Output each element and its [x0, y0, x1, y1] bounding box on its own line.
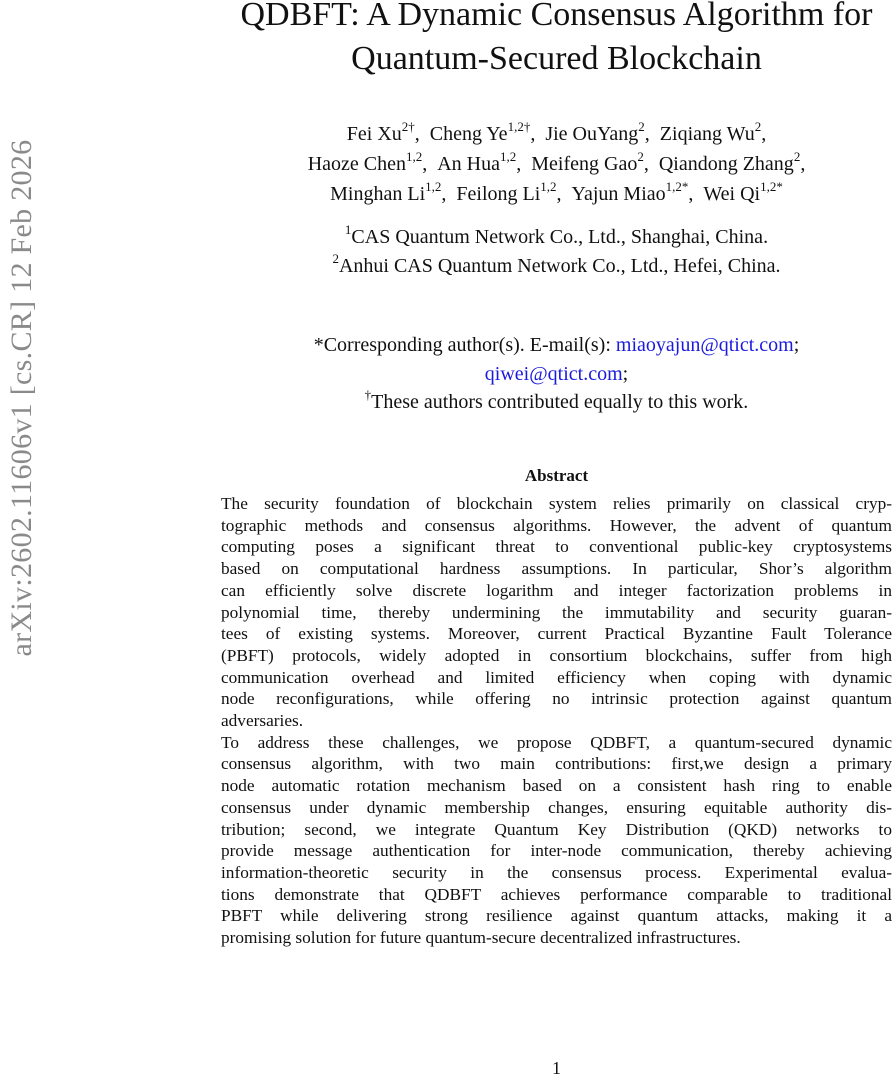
author-affiliation-mark: 2 — [754, 119, 762, 134]
affiliation-text: CAS Quantum Network Co., Ltd., Shanghai, China. — [351, 226, 769, 248]
paper-title-line-1: QDBFT: A Dynamic Consensus Algorithm for — [240, 0, 873, 33]
author-line — [220, 149, 893, 176]
author: Qiandong Zhang$^2$, — [658, 149, 806, 175]
abstract-line: consensus under dynamic membership changes, ensuring equitable authority dis- — [221, 797, 892, 817]
abstract-line: PBFT while delivering strong resilience against quantum attacks, making it a — [221, 906, 892, 926]
abstract-line: polynomial time, thereby undermining the immutability and security guaran- — [221, 602, 892, 622]
abstract-line: promising solution for future quantum-secure decentralized infrastructures. — [221, 928, 741, 948]
abstract-line: provide message authentication for inter-node communication, thereby achieving — [221, 841, 892, 861]
author-affiliation-mark: 2 — [637, 149, 644, 164]
author-name: Meifeng Gao — [531, 153, 638, 175]
author-line — [220, 119, 893, 146]
author-name: Fei Xu — [346, 123, 402, 145]
affiliation-mark: 2 — [332, 251, 339, 266]
author-name: Feilong Li — [456, 183, 541, 205]
author: Fei $Xu^{2\dagger}$, — [346, 119, 420, 145]
separator: ; — [622, 363, 629, 385]
abstract-heading: Abstract — [524, 466, 589, 485]
paper-title-line-2: Quantum-Secured Blockchain — [351, 40, 762, 77]
abstract-line: node automatic rotation mechanism based on a consistent hash ring to enable — [221, 776, 892, 796]
abstract-line: node reconfigurations, while offering no intrinsic protection against quantum — [221, 689, 892, 709]
abstract-line: adversaries. — [221, 711, 304, 731]
author: Jie OuYang$^2$, — [545, 119, 650, 145]
author-affiliation-mark: 2† — [401, 119, 415, 134]
author-affiliation-mark: 2 — [793, 149, 801, 164]
dagger-mark: † — [364, 387, 372, 402]
author — [703, 179, 783, 205]
author-name: Wei Qi — [703, 183, 761, 205]
author-name: Ziqiang Wu — [659, 123, 755, 145]
abstract-line: tographic methods and consensus algorithms. However, the advent of quantum — [221, 515, 892, 535]
author-name: An Hua — [437, 153, 500, 175]
abstract-line: tions demonstrate that QDBFT achieves performance comparable to traditional — [221, 884, 892, 904]
author-name: Minghan Li — [330, 183, 426, 205]
author-affiliation-mark: 1,2 — [425, 179, 442, 194]
abstract-line: based on computational hardness assumptions. In particular, Shor’s algorithm — [221, 559, 892, 579]
author: Feilong Li$^{1,2}$, — [456, 179, 562, 205]
equal-contribution-note — [220, 387, 893, 414]
abstract-body — [221, 493, 892, 949]
abstract-line: The security foundation of blockchain system relies primarily on classical cryp- — [221, 494, 892, 513]
author-name: Yajun Miao — [571, 183, 666, 205]
author-affiliation-mark: 1,2 — [500, 149, 517, 164]
abstract-line: tees of existing systems. Moreover, current Practical Byzantine Fault Tolerance — [221, 624, 892, 644]
author: An Hua$^{1,2}$, — [437, 149, 522, 175]
corresponding-line — [220, 334, 893, 357]
affiliation-text: Anhui CAS Quantum Network Co., Ltd., Hefei, China. — [338, 255, 781, 277]
author: Haoze Chen$^{1,2}$, — [307, 149, 428, 175]
abstract-line: To address these challenges, we propose QDBFT, a quantum-secured dynamic — [221, 732, 892, 752]
corresponding-line-2 — [220, 363, 893, 386]
email-link-miaoyajun[interactable]: miaoyajun@qtict.com — [615, 334, 794, 356]
abstract-line: communication overhead and limited efficiency when coping with dynamic — [221, 667, 892, 687]
email-link-qiwei[interactable]: qiwei@qtict.com — [484, 363, 623, 385]
abstract-line: information-theoretic security in the consensus process. Experimental evalua- — [221, 862, 892, 882]
note-text: These authors contributed equally to this work. — [371, 391, 749, 413]
author-line — [220, 179, 893, 206]
author-affiliation-mark: 1,2* — [665, 179, 689, 194]
author: Ziqiang Wu$^2$, — [659, 119, 767, 145]
author-affiliation-mark: 1,2 — [405, 149, 423, 164]
separator: ; — [793, 334, 800, 356]
abstract-line: consensus algorithm, with two main contributions: first,we design a primary — [221, 754, 892, 774]
page-number: 1 — [552, 1058, 561, 1076]
author: Minghan Li$^{1,2}$, — [330, 179, 447, 205]
author: Cheng $Ye^{1,2\dagger}$, — [429, 119, 536, 145]
author-affiliation-mark: 1,2* — [760, 179, 783, 194]
author-name: Qiandong Zhang — [658, 153, 794, 175]
author-affiliation-mark: 1,2 — [540, 179, 557, 194]
author: Meifeng Gao$^2$, — [531, 149, 649, 175]
author-affiliation-mark: 1,2† — [507, 119, 531, 134]
author-name: Haoze Chen — [307, 153, 406, 175]
author-name: Cheng Ye — [429, 123, 508, 145]
affiliation-1 — [220, 222, 893, 249]
abstract-line: computing poses a significant threat to conventional public-key cryptosystems — [221, 537, 892, 557]
abstract-line: (PBFT) protocols, widely adopted in consortium blockchains, suffer from high — [221, 645, 892, 665]
corresponding-label: *Corresponding author(s). E-mail(s): — [313, 334, 616, 356]
author: Yajun Miao$^{1,2*}$, — [571, 179, 694, 205]
affiliation-2 — [220, 251, 893, 278]
affiliation-mark: 1 — [344, 222, 352, 237]
author-name: Jie OuYang — [545, 123, 639, 145]
abstract-line: tribution; second, we integrate Quantum Key Distribution (QKD) networks to — [221, 819, 892, 839]
arxiv-stamp: arXiv:2602.11606v1 [cs.CR] 12 Feb 2026 — [5, 139, 38, 657]
abstract-line: can efficiently solve discrete logarithm and integer factorization problems in — [221, 580, 892, 600]
author-affiliation-mark: 2 — [638, 119, 645, 134]
